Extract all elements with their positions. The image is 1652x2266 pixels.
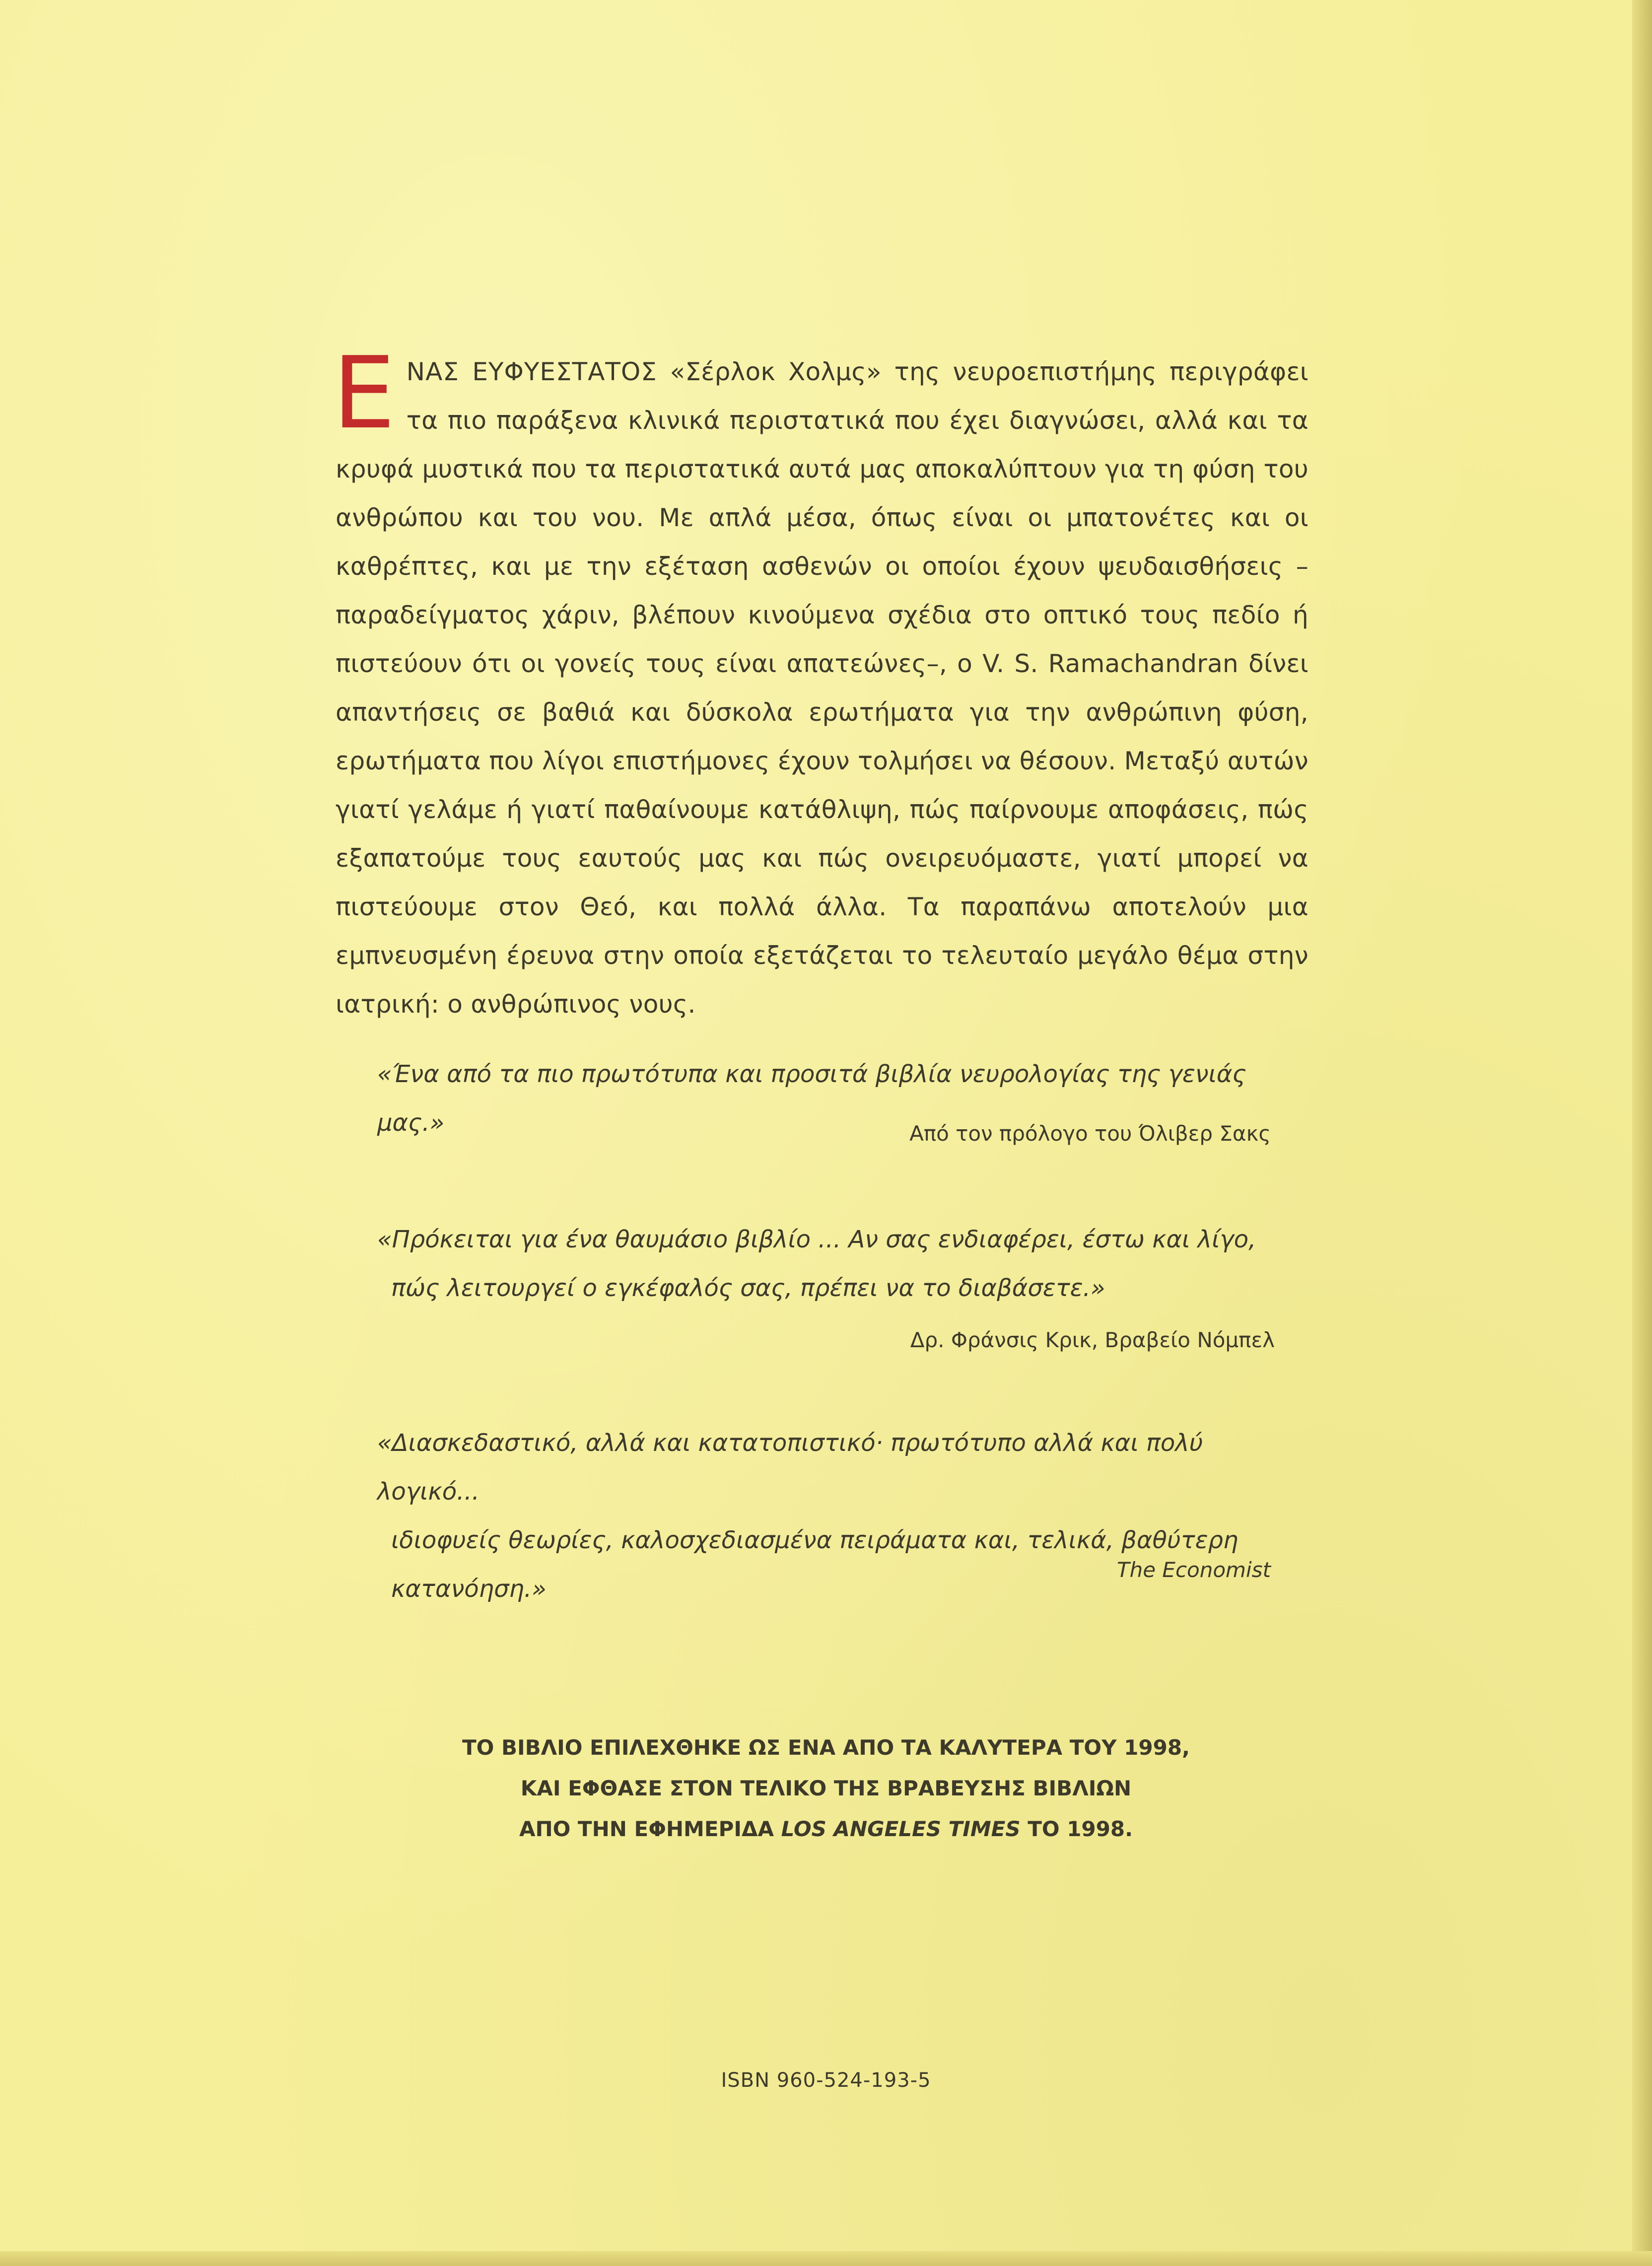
quote-line: πώς λειτουργεί ο εγκέφαλός σας, πρέπει να το διαβάσετε.»	[391, 1274, 1105, 1302]
quote-line: «Πρόκειται για ένα θαυμάσιο βιβλίο ... Αν σας ενδιαφέρει, έστω και λίγο,	[377, 1226, 1256, 1253]
blurb-lead-caps: ΝΑΣ ΕΥΦΥΕΣΤΑΤΟΣ	[406, 357, 657, 386]
attribution-oliver-sacks: Από τον πρόλογο του Όλιβερ Σακς	[909, 1121, 1271, 1146]
quote-line: κατανόηση.»	[391, 1575, 547, 1603]
blurb-paragraph	[333, 336, 1308, 1029]
award-line-3-suffix: ΤΟ 1998.	[1028, 1817, 1133, 1841]
blurb-text: «Σέρλοκ Χολμς» της νευροεπιστήμης περιγράφει τα πιο παράξενα κλινικά περιστατικά που έχει διαγνώσει, αλλά και τα κρυφά μυστικά που τα περιστατικά αυτά μας αποκαλύπτουν για τη φύση του ανθρώπου και του νου. Με απλά μέσα, όπως είναι οι μπατονέτες και οι καθρέπτες, και με την εξέταση ασθενών οι οποίοι έχουν ψευδαισθήσεις –παραδείγματος χάριν, βλέπουν κινούμενα σχέδια στο οπτικό τους πεδίο ή πιστεύουν ότι οι γονείς τους είναι απατεώνες–, ο V. S. Ramachandran δίνει απαντήσεις σε βαθιά και δύσκολα ερωτήματα για την ανθρώπινη φύση, ερωτήματα που λίγοι επιστήμονες έχουν τολμήσει να θέσουν. Μεταξύ αυτών γιατί γελάμε ή γιατί παθαίνουμε κατάθλιψη, πώς παίρνουμε αποφάσεις, πώς εξαπατούμε τους εαυτούς μας και πώς ονειρευόμαστε, γιατί μπορεί να πιστεύουμε στον Θεό, και πολλά άλλα. Τα παραπάνω αποτελούν μια εμπνευσμένη έρευνα στην οποία εξετάζεται το τελευταίο μεγάλο θέμα στην ιατρική: ο ανθρώπινος νους.	[336, 357, 1308, 1019]
award-note	[330, 1727, 1322, 1850]
quote-line: «Ένα από τα πιο πρωτότυπα και προσιτά βιβλία νευρολογίας της γενιάς μας.»	[377, 1060, 1246, 1137]
award-line-2: ΚΑΙ ΕΦΘΑΣΕ ΣΤΟΝ ΤΕΛΙΚΟ ΤΗΣ ΒΡΑΒΕΥΣΗΣ ΒΙΒΛΙΩΝ	[520, 1776, 1132, 1800]
isbn-number: ISBN 960-524-193-5	[721, 2069, 931, 2092]
attribution-francis-crick: Δρ. Φράνσις Κρικ, Βραβείο Νόμπελ	[910, 1328, 1275, 1352]
right-edge-shadow	[1632, 0, 1652, 2266]
quote-francis-crick	[377, 1215, 1271, 1312]
newspaper-title: LOS ANGELES TIMES	[781, 1817, 1021, 1841]
award-line-1: ΤΟ ΒΙΒΛΙΟ ΕΠΙΛΕΧΘΗΚΕ ΩΣ ΕΝΑ ΑΠΟ ΤΑ ΚΑΛΥΤΕΡΑ ΤΟΥ 1998,	[462, 1735, 1190, 1760]
award-line-3	[330, 1809, 1322, 1850]
award-line-3-prefix: ΑΠΟ ΤΗΝ ΕΦΗΜΕΡΙΔΑ	[519, 1817, 774, 1841]
dropcap-letter: Ε	[333, 336, 396, 451]
quote-line: «Διασκεδαστικό, αλλά και κατατοπιστικό· πρωτότυπο αλλά και πολύ λογικό...	[377, 1429, 1203, 1506]
bottom-edge-shadow	[0, 2251, 1652, 2266]
quote-line: ιδιοφυείς θεωρίες, καλοσχεδιασμένα πειράματα και, τελικά, βαθύτερη	[391, 1526, 1239, 1554]
attribution-economist: The Economist	[1116, 1558, 1271, 1582]
